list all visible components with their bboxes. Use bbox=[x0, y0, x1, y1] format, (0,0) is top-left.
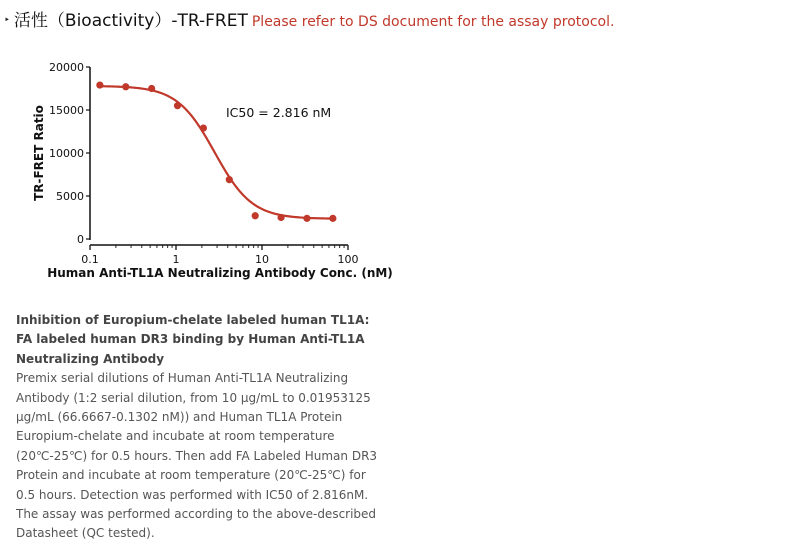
data-point bbox=[303, 215, 310, 222]
y-tick-label: 20000 bbox=[49, 61, 84, 74]
y-tick-label: 15000 bbox=[49, 104, 84, 117]
assay-description bbox=[16, 311, 386, 544]
x-tick-label: 0.1 bbox=[81, 253, 99, 266]
description-body: Premix serial dilutions of Human Anti-TL1A Neutralizing Antibody (1:2 serial dilution, from 10 μg/mL to 0.01953125 μg/mL (66.6667-0.1302 nM)) and Human TL1A Protein Europium-chelate and incubate at room temperature (20℃-25℃) for 0.5 hours. Then add FA Labeled Human DR3 Protein and incubate at room temperature (20℃-25℃) for 0.5 hours. Detection was performed with IC50 of 2.816nM. The assay was performed according to the above-described Datasheet (QC tested). bbox=[16, 371, 378, 541]
data-point bbox=[329, 215, 336, 222]
section-header bbox=[4, 6, 614, 31]
y-tick-label: 10000 bbox=[49, 147, 84, 160]
data-point bbox=[148, 85, 155, 92]
y-tick-label: 0 bbox=[77, 233, 84, 246]
data-point bbox=[200, 124, 207, 131]
chart-axes bbox=[49, 61, 359, 266]
data-point bbox=[226, 176, 233, 183]
section-title: 活性（Bioactivity）-TR-FRET bbox=[13, 11, 248, 31]
x-axis-label: Human Anti-TL1A Neutralizing Antibody Conc. (nM) bbox=[47, 266, 393, 280]
assay-protocol-note: Please refer to DS document for the assay protocol. bbox=[251, 14, 615, 30]
data-points bbox=[96, 81, 336, 221]
y-tick-label: 5000 bbox=[56, 190, 84, 203]
x-tick-label: 100 bbox=[337, 253, 359, 266]
ic50-annotation: IC50 = 2.816 nM bbox=[226, 105, 332, 120]
data-point bbox=[252, 212, 259, 219]
description-title: Inhibition of Europium-chelate labeled human TL1A: FA labeled human DR3 binding by Human Anti-TL1A Neutralizing Antibody bbox=[16, 313, 370, 366]
tr-fret-chart bbox=[0, 44, 400, 294]
data-point bbox=[174, 102, 181, 109]
data-point bbox=[96, 81, 103, 88]
bullet-triangle-icon: ‣ bbox=[4, 15, 10, 26]
x-tick-label: 10 bbox=[255, 253, 269, 266]
x-tick-label: 1 bbox=[172, 253, 180, 266]
data-point bbox=[277, 214, 284, 221]
y-axis-label: TR-FRET Ratio bbox=[32, 105, 46, 201]
data-point bbox=[122, 83, 129, 90]
